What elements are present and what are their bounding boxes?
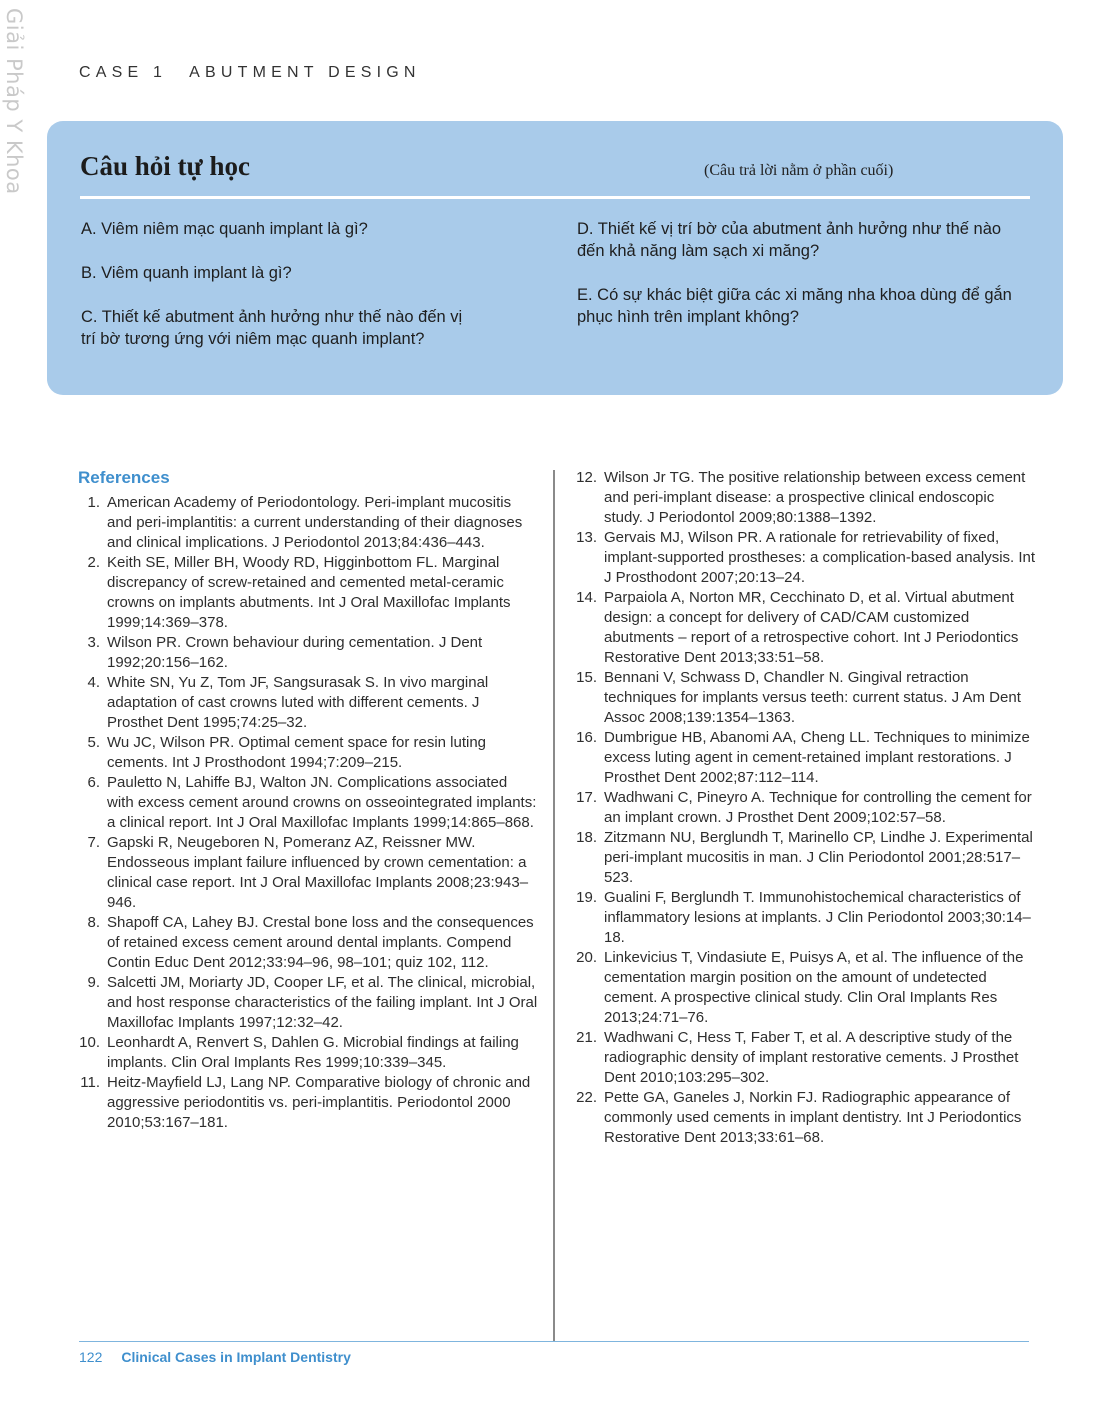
reference-item [575, 588, 1037, 668]
reference-text: Wadhwani C, Pineyro A. Technique for controlling the cement for an implant crown. J Prosthet Dent 2009;102:57–58. [604, 789, 1032, 826]
chapter-header [79, 64, 421, 82]
reference-item [78, 913, 538, 973]
reference-number: 21. [576, 1029, 597, 1046]
question-a: A. Viêm niêm mạc quanh implant là gì? [81, 220, 368, 238]
reference-text: Gualini F, Berglundh T. Immunohistochemical characteristics of inflammatory lesions at implants. J Clin Periodontol 2003;30:14–18. [604, 889, 1031, 946]
reference-text: Leonhardt A, Renvert S, Dahlen G. Microbial findings at failing implants. Clin Oral Implants Res 1999;10:339–345. [107, 1034, 519, 1071]
reference-text: American Academy of Periodontology. Peri-implant mucositis and peri-implantitis: a current understanding of their diagnoses and clinical implications. J Periodontol 2013;84:436–443. [107, 494, 523, 551]
reference-number: 9. [87, 974, 100, 991]
question-d: D. Thiết kế vị trí bờ của abutment ảnh hưởng như thế nào đến khả năng làm sạch xi măng? [577, 220, 1002, 260]
answer-note: (Câu trả lời nằm ở phần cuối) [704, 162, 894, 179]
case-label: CASE 1 [79, 64, 168, 81]
reference-number: 4. [87, 674, 100, 691]
reference-item [575, 788, 1037, 828]
reference-item [575, 528, 1037, 588]
reference-number: 19. [576, 889, 597, 906]
reference-text: Parpaiola A, Norton MR, Cecchinato D, et al. Virtual abutment design: a concept for delivery of CAD/CAM customized abutments – report of a retrospective cohort. Int J Periodontics Restorative Dent 2013;33:51–58. [604, 589, 1019, 666]
reference-item [78, 1073, 538, 1133]
self-study-title: Câu hỏi tự học [80, 151, 250, 181]
reference-item [78, 1033, 538, 1073]
questions-right-column [577, 218, 1017, 350]
book-title: Clinical Cases in Implant Dentistry [121, 1349, 351, 1365]
reference-item [575, 728, 1037, 788]
questions-left-column [81, 218, 476, 372]
reference-number: 2. [87, 554, 100, 571]
reference-text: Wadhwani C, Hess T, Faber T, et al. A descriptive study of the radiographic density of implant restorative cements. J Prosthet Dent 2010;103:295–302. [604, 1029, 1019, 1086]
case-topic: ABUTMENT DESIGN [189, 64, 421, 81]
box-divider [80, 196, 1030, 199]
reference-number: 22. [576, 1089, 597, 1106]
reference-number: 10. [79, 1034, 100, 1051]
reference-number: 11. [80, 1074, 100, 1091]
reference-number: 17. [576, 789, 597, 806]
question-c: C. Thiết kế abutment ảnh hưởng như thế nào đến vị trí bờ tương ứng với niêm mạc quanh implant? [81, 308, 463, 348]
reference-text: Heitz-Mayfield LJ, Lang NP. Comparative biology of chronic and aggressive periodontitis vs. peri-implantitis. Periodontol 2000 2010;53:167–181. [107, 1074, 531, 1131]
reference-number: 8. [87, 914, 100, 931]
reference-text: Dumbrigue HB, Abanomi AA, Cheng LL. Techniques to minimize excess luting agent in cement-retained implant restorations. J Prosthet Dent 2002;87:112–114. [604, 729, 1030, 786]
reference-number: 1. [87, 494, 100, 511]
reference-number: 20. [576, 949, 597, 966]
reference-number: 16. [576, 729, 597, 746]
reference-number: 7. [87, 834, 100, 851]
question-b: B. Viêm quanh implant là gì? [81, 264, 292, 282]
watermark: Giải Pháp Y Khoa [2, 8, 26, 195]
reference-number: 12. [576, 469, 597, 486]
question-e: E. Có sự khác biệt giữa các xi măng nha khoa dùng để gắn phục hình trên implant không? [577, 286, 1012, 326]
reference-item [78, 633, 538, 673]
reference-item [575, 1088, 1037, 1148]
reference-item [78, 553, 538, 633]
self-study-box [47, 121, 1063, 395]
reference-text: Linkevicius T, Vindasiute E, Puisys A, et al. The influence of the cementation margin position on the amount of undetected cement. A prospective clinical study. Clin Oral Implants Res 2013;24:71–76. [604, 949, 1024, 1026]
reference-text: Pette GA, Ganeles J, Norkin FJ. Radiographic appearance of commonly used cements in implant dentistry. Int J Periodontics Restorative Dent 2013;33:61–68. [604, 1089, 1022, 1146]
reference-text: Gapski R, Neugeboren N, Pomeranz AZ, Reissner MW. Endosseous implant failure influenced by crown cementation: a clinical case report. Int J Oral Maxillofac Implants 2008;23:943–946. [107, 834, 529, 911]
page-footer [79, 1349, 351, 1365]
reference-item [78, 673, 538, 733]
reference-text: Salcetti JM, Moriarty JD, Cooper LF, et al. The clinical, microbial, and host response characteristics of the failing implant. Int J Oral Maxillofac Implants 1997;12:32–42. [107, 974, 538, 1031]
reference-item [78, 973, 538, 1033]
reference-number: 13. [576, 529, 597, 546]
reference-text: Zitzmann NU, Berglundh T, Marinello CP, Lindhe J. Experimental peri-implant mucositis in man. J Clin Periodontol 2001;28:517–523. [604, 829, 1033, 886]
reference-text: Wu JC, Wilson PR. Optimal cement space for resin luting cements. Int J Prosthodont 1994;7:209–215. [107, 734, 487, 771]
reference-number: 5. [87, 734, 100, 751]
reference-item [78, 733, 538, 773]
reference-item [575, 948, 1037, 1028]
references-column-right [575, 468, 1037, 1148]
reference-item [575, 828, 1037, 888]
reference-text: Wilson PR. Crown behaviour during cementation. J Dent 1992;20:156–162. [107, 634, 483, 671]
reference-item [78, 773, 538, 833]
reference-text: White SN, Yu Z, Tom JF, Sangsurasak S. In vivo marginal adaptation of cast crowns luted with different cements. J Prosthet Dent 1995;74:25–32. [107, 674, 489, 731]
reference-item [575, 1028, 1037, 1088]
reference-text: Pauletto N, Lahiffe BJ, Walton JN. Complications associated with excess cement around crowns on osseointegrated implants: a clinical report. Int J Oral Maxillofac Implants 1999;14:865–868. [107, 774, 537, 831]
references-title: References [78, 468, 170, 487]
page-number: 122 [79, 1349, 103, 1365]
reference-number: 3. [87, 634, 100, 651]
reference-text: Gervais MJ, Wilson PR. A rationale for retrievability of fixed, implant-supported prostheses: a complication-based analysis. Int J Prosthodont 2007;20:13–24. [604, 529, 1036, 586]
reference-text: Wilson Jr TG. The positive relationship between excess cement and peri-implant disease: a prospective clinical endoscopic study. J Periodontol 2009;80:1388–1392. [604, 469, 1026, 526]
reference-item [575, 668, 1037, 728]
reference-number: 14. [576, 589, 597, 606]
footer-divider [79, 1341, 1029, 1342]
reference-number: 6. [87, 774, 100, 791]
reference-item [78, 833, 538, 913]
reference-item [575, 888, 1037, 948]
reference-item [78, 493, 538, 553]
reference-number: 15. [576, 669, 597, 686]
reference-text: Keith SE, Miller BH, Woody RD, Higginbottom FL. Marginal discrepancy of screw-retained and cemented metal-ceramic crowns on implants abutments. Int J Oral Maxillofac Implants 1999;14:369–378. [107, 554, 511, 631]
reference-text: Shapoff CA, Lahey BJ. Crestal bone loss and the consequences of retained excess cement around dental implants. Compend Contin Educ Dent 2012;33:94–96, 98–101; quiz 102, 112. [107, 914, 534, 971]
column-divider [553, 470, 555, 1341]
references-column-left [78, 468, 538, 1133]
reference-text: Bennani V, Schwass D, Chandler N. Gingival retraction techniques for implants versus teeth: current status. J Am Dent Assoc 2008;139:1354–1363. [604, 669, 1021, 726]
reference-item [575, 468, 1037, 528]
reference-number: 18. [576, 829, 597, 846]
